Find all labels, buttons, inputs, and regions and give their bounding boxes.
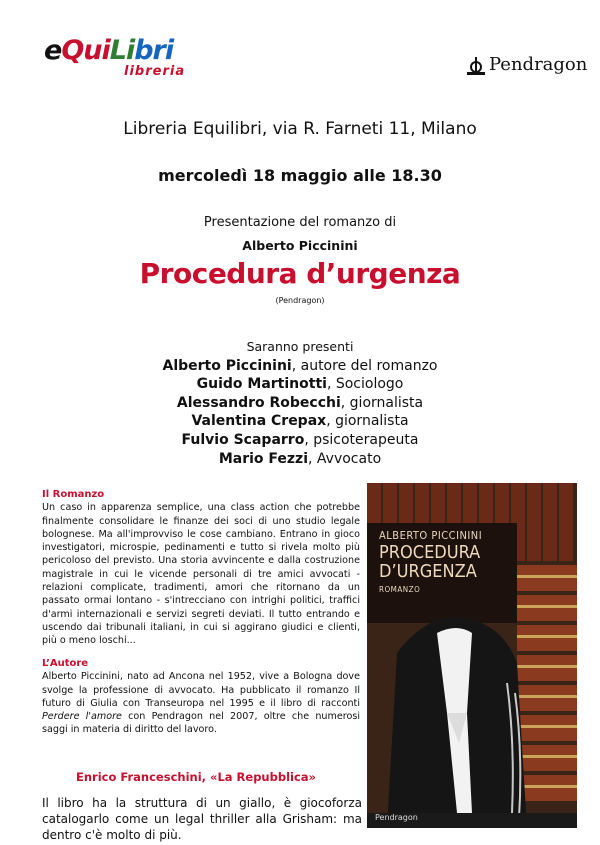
cover-publisher: Pendragon <box>375 813 418 822</box>
logo-letters-qui: Qui <box>61 35 110 66</box>
guest-item <box>0 431 600 450</box>
romanzo-section <box>42 488 360 648</box>
cover-title-1: PROCEDURA <box>379 542 481 563</box>
autore-text-part: con Pendragon nel 2007, oltre che numerosi saggi in materia di diritto del lavoro. <box>42 711 361 736</box>
guest-item <box>0 394 600 413</box>
romanzo-text: Un caso in apparenza semplice, una class action che potrebbe finalmente consolidare le finanze dei soci di uno studio legale bolognese. Ma all'improvviso le cose cambiano. Entrano in gioco investigatori, microspie, pedinamenti e tutto si rivela molto più pericoloso del previsto. Una storia avvincente e dalla costruzione magistrale in cui le vicende personali di tre amici avvocati - relazioni complicate, tradimenti, amori che ritornano da un passato ormai lontano - s'intrecciano con intrighi politici, traffici d'armi internazionali e servizi segreti deviati. Il tutto entrando e uscendo dai tribunali italiani, in cui si aggirano giudici e clienti, più o meno loschi... <box>42 502 360 647</box>
autore-text-part: Alberto Piccinini, nato ad Ancona nel 1952, vive a Bologna dove svolge la professione di avvocato. Ha pubblicato il romanzo Il futuro di Giulia con Transeuropa nel 1995 e il libro di racconti <box>42 671 360 709</box>
cover-genre: ROMANZO <box>379 585 421 594</box>
guest-role: , giornalista <box>340 394 424 411</box>
guest-name: Guido Martinotti <box>196 376 327 393</box>
autore-section <box>42 657 360 737</box>
pendragon-logo-text: Pendragon <box>489 54 588 75</box>
guest-list-intro: Saranno presenti <box>246 339 354 354</box>
event-venue: Libreria Equilibri, via R. Farneti 11, Milano <box>123 119 477 139</box>
guest-role: , psicoterapeuta <box>304 431 419 448</box>
presentation-line: Presentazione del romanzo di <box>203 215 397 230</box>
logo-letters-bri: bri <box>134 35 174 66</box>
guest-item <box>0 450 600 469</box>
guest-name: Valentina Crepax <box>191 413 327 430</box>
guest-name: Fulvio Scaparro <box>181 431 305 448</box>
guest-name: Alessandro Robecchi <box>176 394 341 411</box>
book-publisher: (Pendragon) <box>275 296 325 305</box>
equilibri-logo <box>44 36 194 82</box>
review-source: Enrico Franceschini, «La Repubblica» <box>76 770 316 784</box>
autore-text-italic: Perdere l'amore <box>42 711 122 723</box>
cover-title-2: D’URGENZA <box>379 561 477 582</box>
romanzo-heading: Il Romanzo <box>42 489 105 500</box>
guest-name: Alberto Piccinini <box>162 357 292 374</box>
autore-heading: L’Autore <box>42 658 89 669</box>
pendragon-logo <box>465 54 600 84</box>
logo-letters-li: Li <box>109 35 135 66</box>
review-quote: Il libro ha la struttura di un giallo, è giocoforza catalogarlo come un legal thriller alla Grisham: ma dentro c'è molto di più. <box>42 796 362 842</box>
guest-list <box>0 338 600 468</box>
book-author: Alberto Piccinini <box>242 238 358 253</box>
autore-text <box>42 670 360 736</box>
equilibri-logo-word <box>44 36 194 66</box>
guest-role: , giornalista <box>326 413 409 430</box>
guest-role: , autore del romanzo <box>291 357 438 374</box>
logo-letter-e: e <box>44 35 62 66</box>
guest-role: , Avvocato <box>308 450 382 467</box>
guest-role: , Sociologo <box>326 376 404 393</box>
book-cover <box>367 483 577 828</box>
cover-author: ALBERTO PICCININI <box>379 529 483 542</box>
guest-item <box>0 412 600 431</box>
guest-item <box>0 375 600 394</box>
event-date: mercoledì 18 maggio alle 18.30 <box>158 166 442 185</box>
pendragon-mark-icon <box>465 57 487 79</box>
book-title: Procedura d’urgenza <box>139 257 461 290</box>
equilibri-logo-sub: libreria <box>124 64 186 79</box>
guest-name: Mario Fezzi <box>218 450 309 467</box>
guest-item <box>0 357 600 376</box>
